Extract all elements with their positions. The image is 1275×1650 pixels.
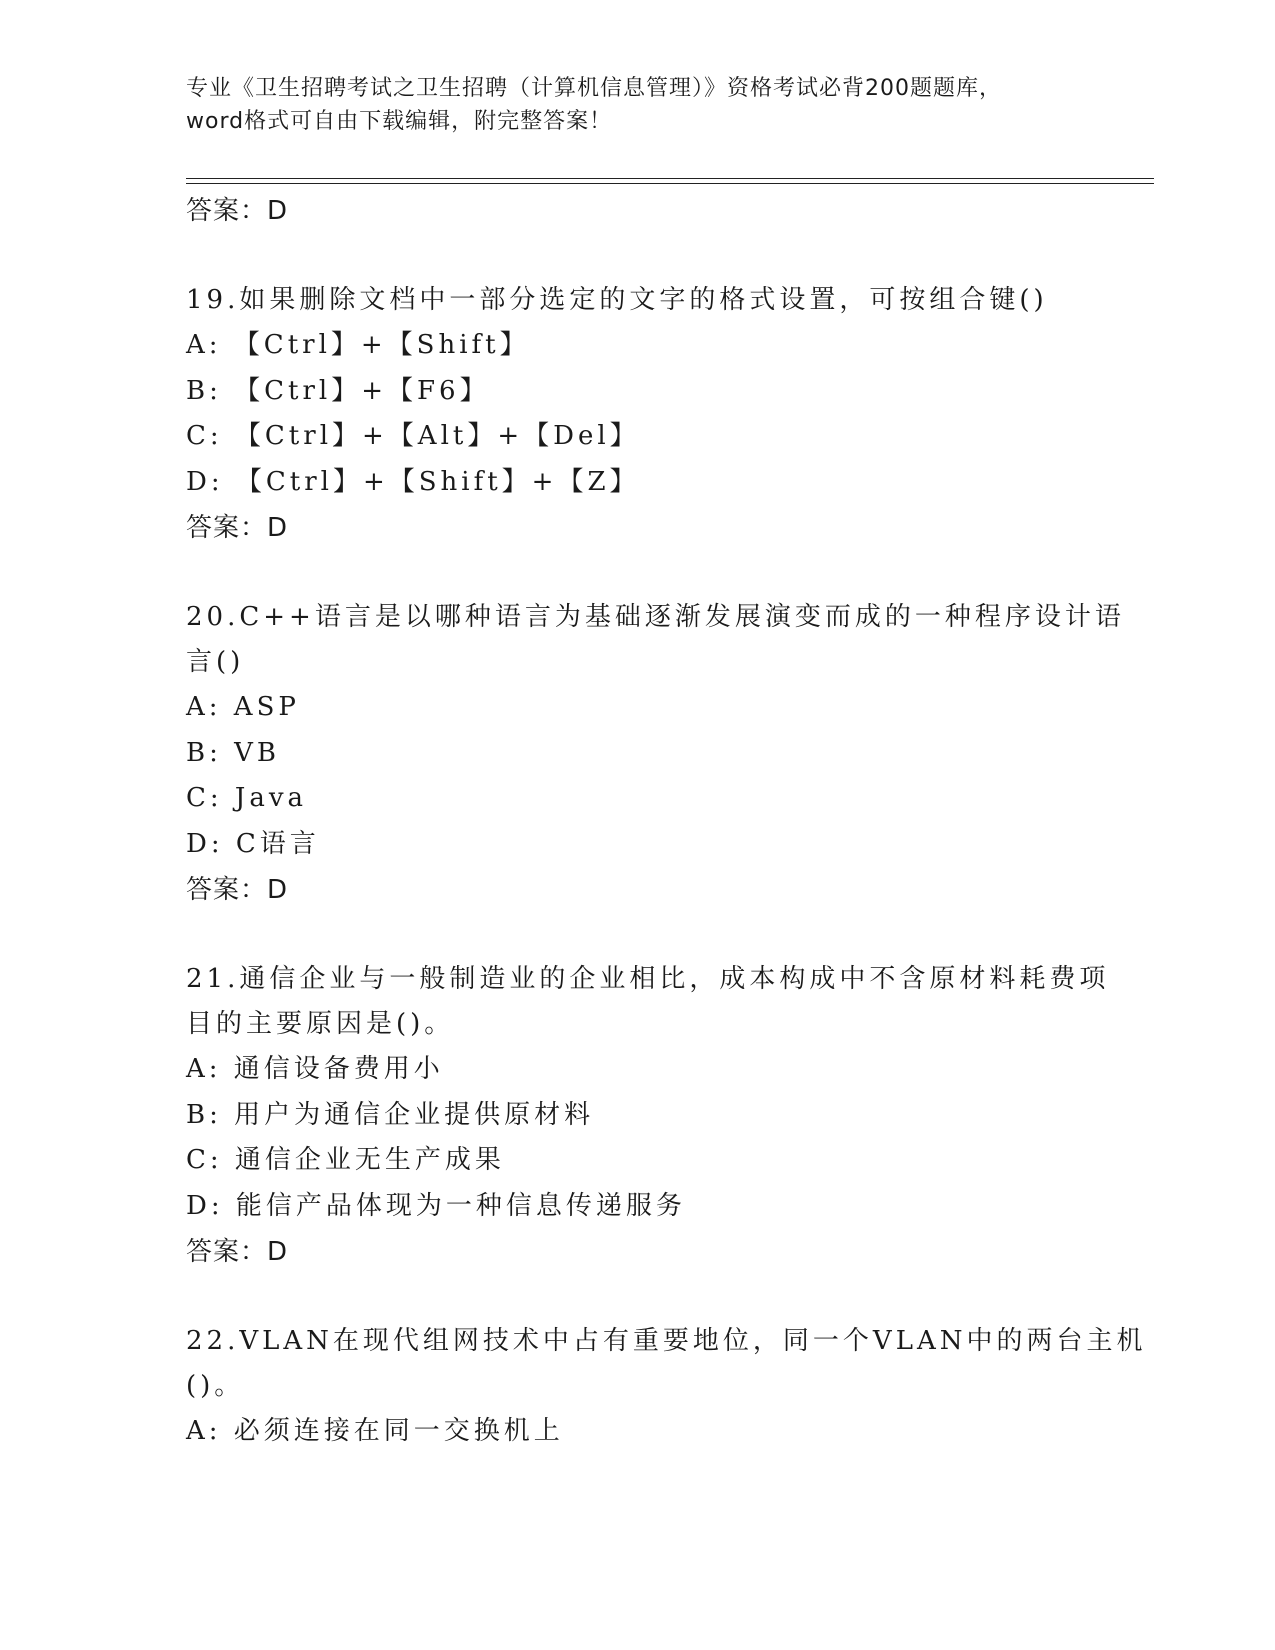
question-stem-line: 21.通信企业与一般制造业的企业相比，成本构成中不含原材料耗费项 [186, 964, 1110, 994]
header-divider-bottom [186, 183, 1154, 184]
header-line-1: 专业《卫生招聘考试之卫生招聘（计算机信息管理）》资格考试必背200题题库， [186, 76, 1002, 101]
question-stem-line: 20.C++语言是以哪种语言为基础逐渐发展演变而成的一种程序设计语 [186, 602, 1125, 632]
header-divider-top [186, 178, 1154, 179]
question-stem-line: ()。 [186, 1371, 245, 1401]
question-stem-line: 19.如果删除文档中一部分选定的文字的格式设置，可按组合键() [186, 285, 1048, 315]
question-stem [186, 1319, 1147, 1409]
option-d: D: 能信产品体现为一种信息传递服务 [186, 1190, 686, 1221]
option-a: A: ASP [186, 692, 300, 722]
answer-line: 答案：D [186, 196, 289, 226]
question-stem-line: 言() [186, 647, 245, 677]
answer-line: 答案：D [186, 1237, 289, 1267]
question-stem-line: 22.VLAN在现代组网技术中占有重要地位，同一个VLAN中的两台主机 [186, 1326, 1147, 1356]
question-stem [186, 957, 1110, 1047]
question-stem [186, 595, 1125, 685]
answer-line: 答案：D [186, 513, 289, 543]
option-c: C: 通信企业无生产成果 [186, 1145, 505, 1175]
option-b: B: 用户为通信企业提供原材料 [186, 1099, 595, 1130]
option-d: D: C语言 [186, 828, 320, 859]
header-line-2: word格式可自由下载编辑，附完整答案！ [186, 109, 613, 134]
document-header [186, 72, 1086, 138]
answer-line: 答案：D [186, 875, 289, 905]
option-c: C: 【Ctrl】+【Alt】+【Del】 [186, 421, 640, 451]
question-stem [186, 278, 1086, 323]
option-a: A: 【Ctrl】+【Shift】 [186, 330, 530, 360]
option-b: B: VB [186, 737, 281, 768]
option-c: C: Java [186, 783, 308, 813]
option-a: A: 必须连接在同一交换机上 [186, 1416, 564, 1446]
option-d: D: 【Ctrl】+【Shift】+【Z】 [186, 466, 640, 497]
question-22 [186, 1319, 1147, 1455]
option-b: B: 【Ctrl】+【F6】 [186, 375, 490, 406]
question-list [186, 188, 1147, 1455]
question-stem-line: 目的主要原因是()。 [186, 1009, 455, 1039]
question-20 [186, 595, 1125, 913]
question-21 [186, 957, 1110, 1275]
option-a: A: 通信设备费用小 [186, 1054, 444, 1084]
question-19 [186, 278, 1086, 551]
